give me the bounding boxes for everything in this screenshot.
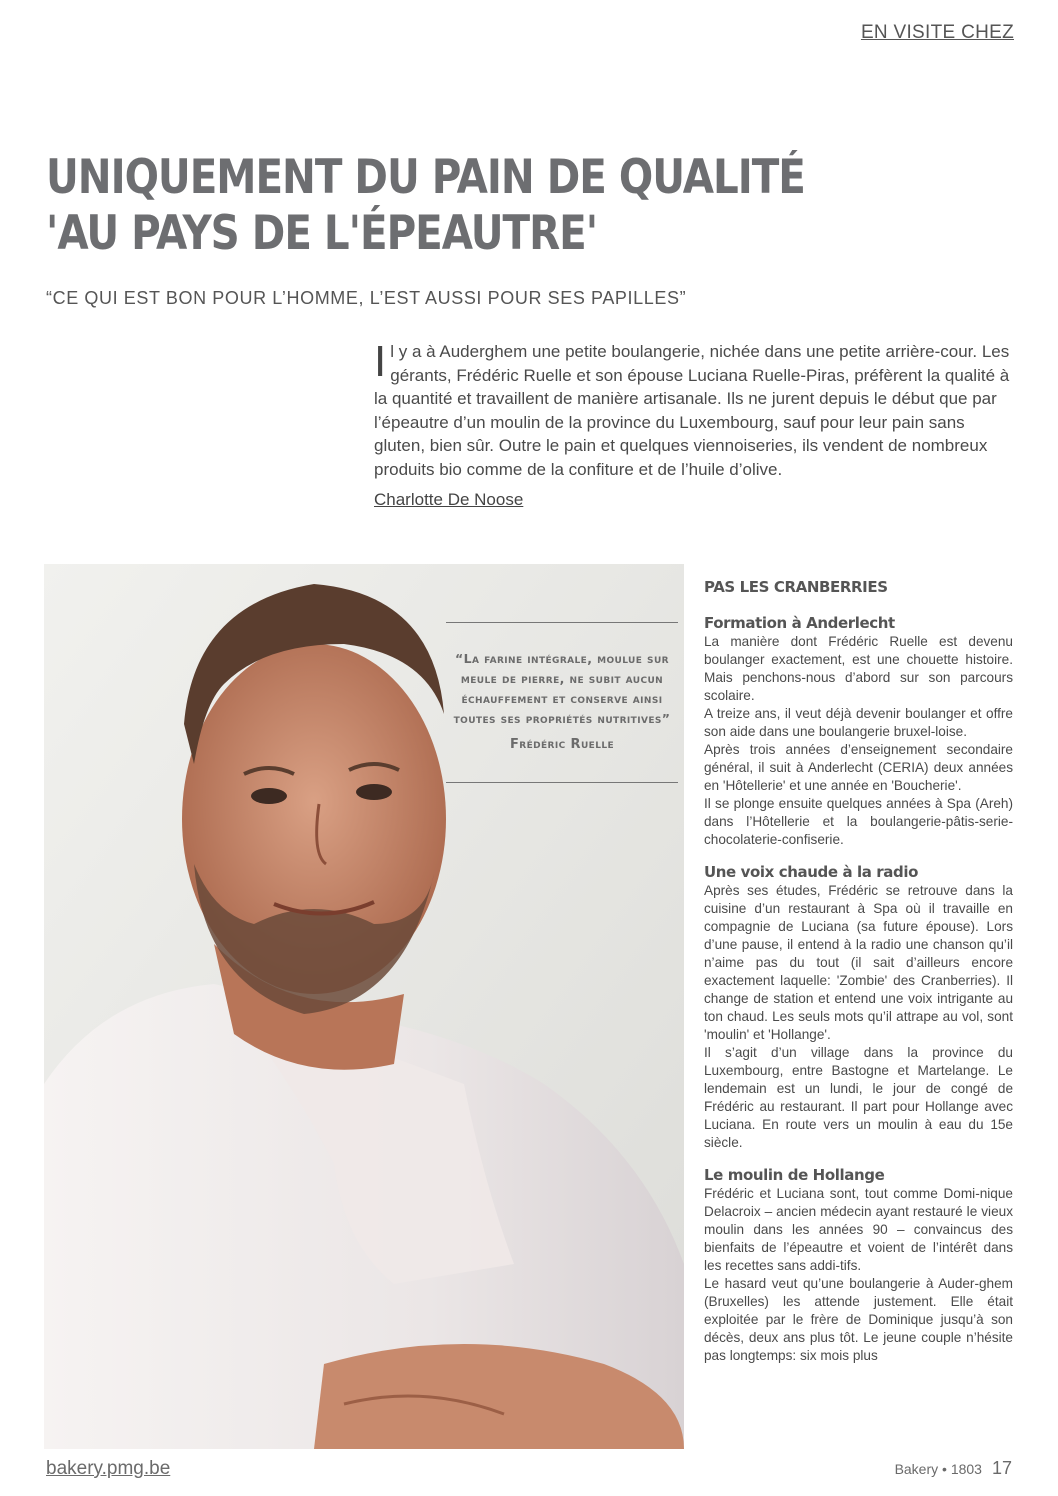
page-title: [46, 150, 854, 262]
section-rubric: EN VISITE CHEZ: [860, 22, 1014, 43]
footer-issue: [895, 1458, 1012, 1479]
page-number: 17: [991, 1458, 1012, 1478]
pull-quote-text: “La farine intégrale, moulue sur meule de pierre, ne subit aucun échauffement et conserve ainsi toutes ses propriétés nutritives”: [453, 651, 671, 726]
author-byline: Charlotte De Noose: [374, 490, 524, 509]
section-title: PAS LES CRANBERRIES: [704, 578, 888, 596]
pull-quote-author: Frédéric Ruelle: [509, 737, 615, 752]
intro-text: l y a à Auderghem une petite boulangerie, nichée dans une petite arrière-cour. Les gérants, Frédéric Ruelle et son épouse Luciana Ruelle-Piras, préfèrent la qualité à la quantité et travaillent de manière artisanale. Ils ne jurent depuis le début que par l’épeautre d’un moulin de la province du Luxembourg, sauf pour leur pain sans gluten, bien sûr. Outre le pain et quelques viennoiseries, ils vendent de nombreux produits bio comme de la confiture et de l’huile d’olive.: [374, 342, 1010, 479]
paragraph: Le hasard veut qu’une boulangerie à Auder-ghem (Bruxelles) les attende justement. Elle était exploitée par le frère de Dominique jusqu’à son décès, deux ans plus tôt. Le jeune couple n’hésite pas longtemps: six mois plus: [704, 1276, 1013, 1363]
paragraph: La manière dont Frédéric Ruelle est devenu boulanger exactement, est une chouette histoire. Mais penchons-nous d’abord sur son parcours scolaire.: [704, 634, 1013, 703]
article-column: [704, 578, 1013, 1365]
subtitle: “CE QUI EST BON POUR L’HOMME, L’EST AUSSI POUR SES PAPILLES”: [46, 288, 687, 308]
paragraph: A treize ans, il veut déjà devenir boulanger et offre son aide dans une boulangerie bruxel-loise.: [704, 706, 1013, 739]
title-line-2: 'AU PAYS DE L'ÉPEAUTRE': [46, 206, 598, 261]
paragraph: Il s’agit d’un village dans la province du Luxembourg, entre Bastogne et Martelange. Le lendemain est un lundi, le jour de congé de Frédéric au restaurant. Il part pour Hollange avec Luciana. En route vers un moulin à eau du 15e siècle.: [704, 1045, 1013, 1150]
pull-quote: [446, 622, 678, 783]
paragraph: Frédéric et Luciana sont, tout comme Domi-nique Delacroix – ancien médecin ayant restauré le vieux moulin dans les années 90 – convaincus des bienfaits de l’épeautre et voient de l’intérêt dans les recettes sans addi-tifs.: [704, 1186, 1013, 1273]
drop-cap: I: [374, 337, 387, 386]
subheading-moulin: Le moulin de Hollange: [704, 1166, 885, 1184]
paragraph: Après ses études, Frédéric se retrouve dans la cuisine d’un restaurant à Spa où il travaille en compagnie de Luciana (sa future épouse). Lors d’une pause, il entend à la radio une chanson qu’il n’aime pas du tout (il sait d’ailleurs encore exactement laquelle: 'Zombie' des Cranberries). Il change de station et entend une voix intrigante au ton chaud. Les seuls mots qu’il attrape au vol, sont 'moulin' et 'Hollange'.: [704, 883, 1013, 1042]
paragraph: Après trois années d’enseignement secondaire général, il suit à Anderlecht (CERIA) deux années en 'Hôtellerie' et une année en 'Boucherie'.: [704, 742, 1013, 793]
paragraph: Il se plonge ensuite quelques années à Spa (Areh) dans l’Hôtellerie et la boulangerie-pâtis-serie-chocolaterie-confiserie.: [704, 796, 1013, 847]
subheading-radio: Une voix chaude à la radio: [704, 863, 919, 881]
magazine-issue: Bakery • 1803: [894, 1461, 982, 1477]
title-line-1: UNIQUEMENT DU PAIN DE QUALITÉ: [46, 150, 805, 205]
intro-paragraph: [374, 337, 1014, 481]
subheading-formation: Formation à Anderlecht: [704, 614, 895, 632]
website-link[interactable]: bakery.pmg.be: [46, 1458, 171, 1479]
